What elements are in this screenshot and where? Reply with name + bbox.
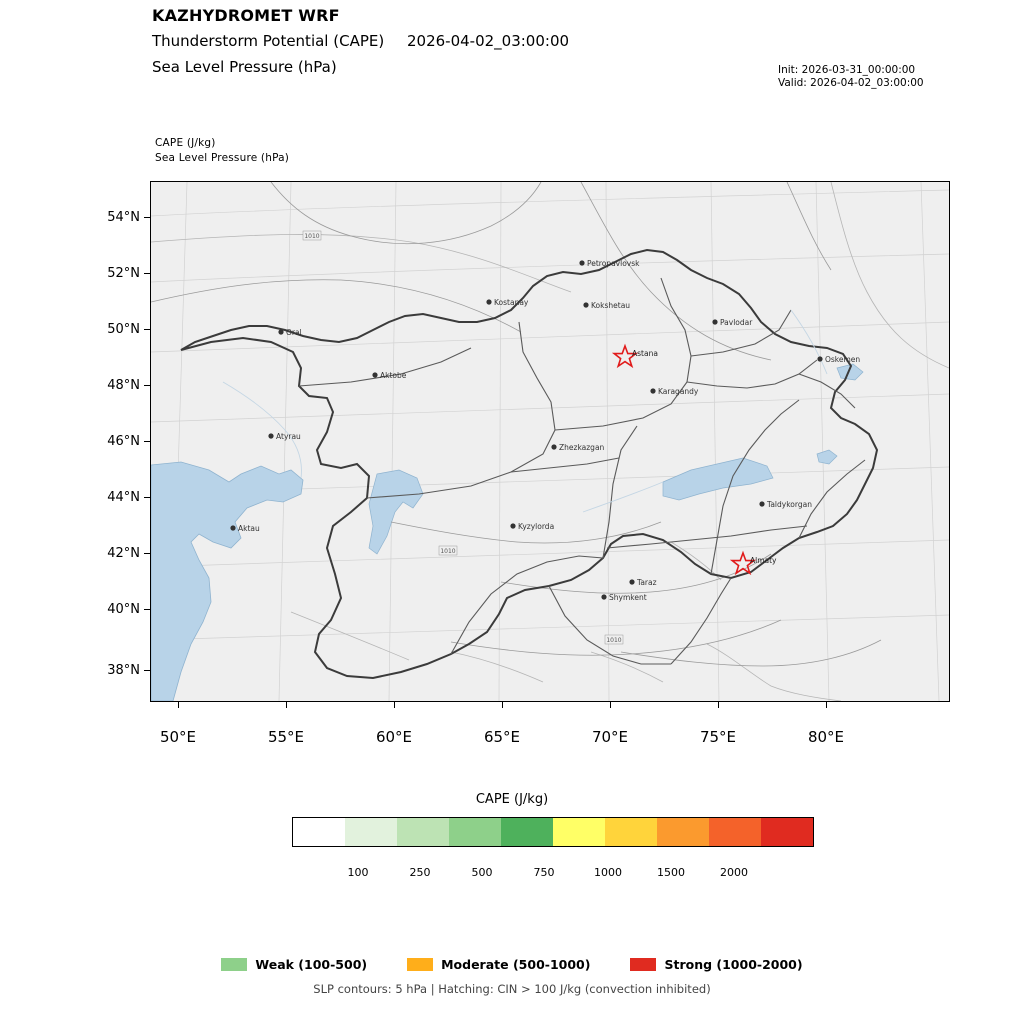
ytick-label-40n: 40°N xyxy=(107,602,140,617)
field-label-cape: CAPE (J/kg) xyxy=(155,137,216,149)
xtick-mark xyxy=(286,702,287,708)
page-title: KAZHYDROMET WRF xyxy=(152,6,340,25)
svg-text:Aktobe: Aktobe xyxy=(380,371,407,380)
xtick-mark xyxy=(718,702,719,708)
svg-text:1010: 1010 xyxy=(440,548,456,555)
svg-text:Karagandy: Karagandy xyxy=(658,387,699,396)
field-label-block xyxy=(155,136,289,166)
legend-item-moderate xyxy=(407,957,590,972)
svg-text:Kokshetau: Kokshetau xyxy=(591,301,631,310)
xtick-mark xyxy=(394,702,395,708)
svg-text:Zhezkazgan: Zhezkazgan xyxy=(559,443,605,452)
xtick-mark xyxy=(178,702,179,708)
colorbar-segment xyxy=(501,818,553,846)
legend-label-moderate: Moderate (500-1000) xyxy=(441,957,591,972)
colorbar-tick-500: 500 xyxy=(471,866,493,879)
valid-time: Valid: 2026-04-02_03:00:00 xyxy=(778,77,924,89)
ytick-mark xyxy=(144,441,150,442)
colorbar-segment xyxy=(605,818,657,846)
legend-label-weak: Weak (100-500) xyxy=(255,957,368,972)
ytick-mark xyxy=(144,670,150,671)
svg-text:Kyzylorda: Kyzylorda xyxy=(518,522,555,531)
ytick-label-46n: 46°N xyxy=(107,434,140,449)
legend-swatch-strong xyxy=(630,958,656,971)
colorbar-tick-1500: 1500 xyxy=(657,866,685,879)
ytick-mark xyxy=(144,217,150,218)
ytick-label-38n: 38°N xyxy=(107,663,140,678)
colorbar xyxy=(292,817,814,847)
svg-text:Astana: Astana xyxy=(632,349,658,358)
colorbar-segment xyxy=(397,818,449,846)
xtick-label-80e: 80°E xyxy=(807,728,845,746)
svg-text:Oral: Oral xyxy=(286,328,302,337)
colorbar-segment xyxy=(553,818,605,846)
ytick-mark xyxy=(144,609,150,610)
colorbar-tick-250: 250 xyxy=(409,866,431,879)
ytick-label-44n: 44°N xyxy=(107,490,140,505)
svg-text:Petropavlovsk: Petropavlovsk xyxy=(587,259,640,268)
svg-text:1010: 1010 xyxy=(606,637,622,644)
colorbar-segment xyxy=(657,818,709,846)
svg-text:Almaty: Almaty xyxy=(750,556,777,565)
svg-text:Oskemen: Oskemen xyxy=(825,355,861,364)
svg-text:Taldykorgan: Taldykorgan xyxy=(767,500,812,509)
ytick-mark xyxy=(144,553,150,554)
valid-time-heading: 2026-04-02_03:00:00 xyxy=(406,32,570,50)
xtick-mark xyxy=(502,702,503,708)
colorbar-segment xyxy=(345,818,397,846)
xtick-label-65e: 65°E xyxy=(483,728,521,746)
colorbar-segment xyxy=(761,818,813,846)
ytick-label-54n: 54°N xyxy=(107,210,140,225)
field-title-cape-row xyxy=(152,32,569,50)
xtick-label-50e: 50°E xyxy=(159,728,197,746)
legend-item-weak xyxy=(221,957,367,972)
colorbar-segment xyxy=(449,818,501,846)
ytick-mark xyxy=(144,273,150,274)
field-title-cape: Thunderstorm Potential (CAPE) xyxy=(152,32,385,50)
field-label-slp: Sea Level Pressure (hPa) xyxy=(155,152,290,164)
colorbar-segment xyxy=(709,818,761,846)
map-panel[interactable] xyxy=(150,181,950,702)
ytick-label-48n: 48°N xyxy=(107,378,140,393)
xtick-mark xyxy=(610,702,611,708)
legend-label-strong: Strong (1000-2000) xyxy=(664,957,803,972)
ytick-label-50n: 50°N xyxy=(107,322,140,337)
svg-text:Shymkent: Shymkent xyxy=(609,593,647,602)
map-background xyxy=(151,182,949,701)
footnote: SLP contours: 5 hPa | Hatching: CIN > 100 J/kg (convection inhibited) xyxy=(313,982,711,996)
ytick-mark xyxy=(144,329,150,330)
svg-text:1010: 1010 xyxy=(304,233,320,240)
colorbar-title: CAPE (J/kg) xyxy=(475,792,549,807)
svg-text:Atyrau: Atyrau xyxy=(276,432,301,441)
colorbar-tick-2000: 2000 xyxy=(720,866,748,879)
xtick-label-70e: 70°E xyxy=(591,728,629,746)
legend-item-strong xyxy=(630,957,802,972)
colorbar-segment xyxy=(293,818,345,846)
xtick-mark xyxy=(826,702,827,708)
legend-swatch-weak xyxy=(221,958,247,971)
colorbar-tick-750: 750 xyxy=(533,866,555,879)
legend-swatch-moderate xyxy=(407,958,433,971)
svg-text:Pavlodar: Pavlodar xyxy=(720,318,753,327)
init-valid-block xyxy=(778,64,924,90)
field-title-slp: Sea Level Pressure (hPa) xyxy=(152,58,337,76)
colorbar-tick-100: 100 xyxy=(347,866,369,879)
ytick-mark xyxy=(144,385,150,386)
ytick-label-42n: 42°N xyxy=(107,546,140,561)
svg-text:Taraz: Taraz xyxy=(637,578,657,587)
ytick-label-52n: 52°N xyxy=(107,266,140,281)
xtick-label-60e: 60°E xyxy=(375,728,413,746)
svg-text:Kostanay: Kostanay xyxy=(494,298,529,307)
category-legend xyxy=(0,957,1024,972)
svg-text:Aktau: Aktau xyxy=(238,524,260,533)
colorbar-tick-1000: 1000 xyxy=(594,866,622,879)
xtick-label-75e: 75°E xyxy=(699,728,737,746)
init-time: Init: 2026-03-31_00:00:00 xyxy=(778,64,916,76)
ytick-mark xyxy=(144,497,150,498)
xtick-label-55e: 55°E xyxy=(267,728,305,746)
